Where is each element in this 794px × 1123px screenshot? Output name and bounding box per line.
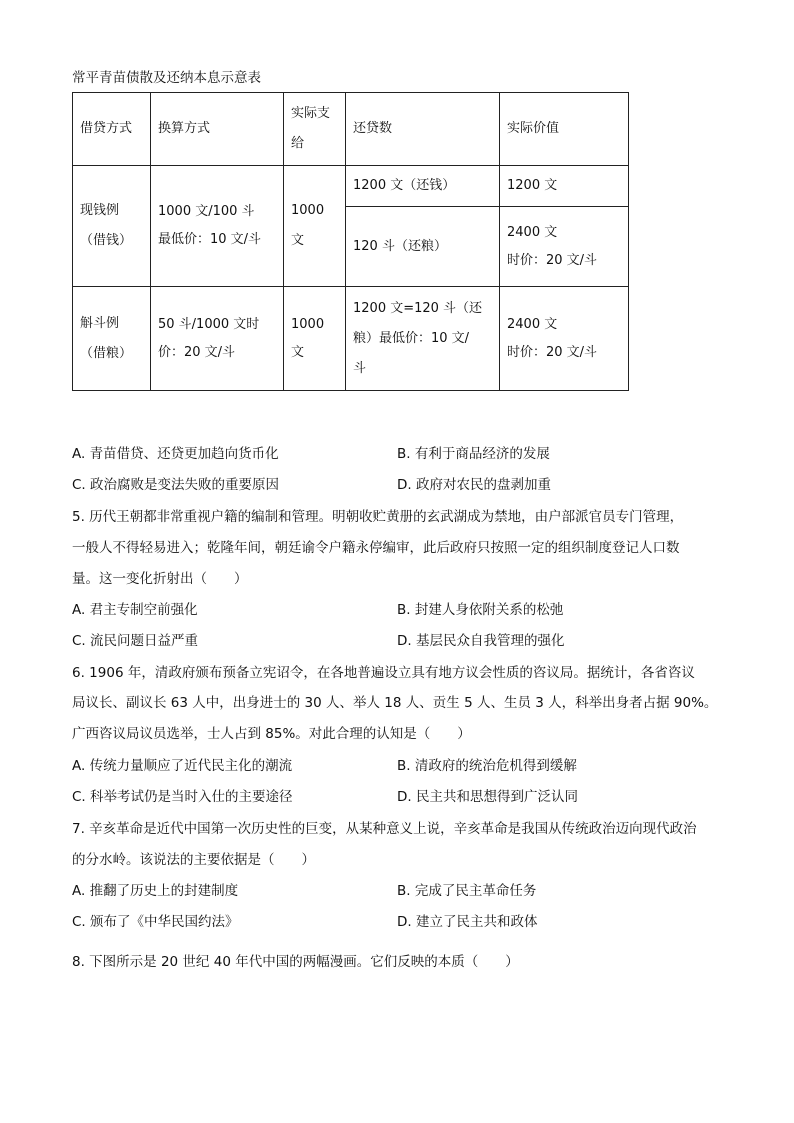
cell-text: 1000 文/100 斗: [158, 204, 255, 219]
question-6-line: 广西咨议局议员选举，士人占到 85%。对此合理的认知是（ ）: [72, 726, 471, 742]
option-c[interactable]: C. 流民问题日益严重: [72, 633, 199, 649]
cell-text: 时价：20 文/斗: [507, 344, 598, 360]
cell-text: 文: [291, 344, 305, 360]
table-row: [73, 287, 629, 391]
header-cell: 还贷数: [346, 93, 500, 166]
header-cell-text: 实际支给: [291, 106, 331, 151]
table-cell-repay: 120 斗（还粮）: [346, 207, 500, 287]
debt-table: [72, 92, 629, 391]
table-cell-conversion: [151, 166, 284, 287]
question-5-line: 一般人不得轻易进入；乾隆年间，朝廷谕令户籍永停编审，此后政府只按照一定的组织制度登记人口数: [72, 540, 680, 556]
option-b[interactable]: B. 封建人身依附关系的松弛: [397, 602, 564, 618]
table-cell-method: [73, 287, 151, 391]
table-header-row: [73, 93, 629, 166]
cell-text: 2400 文: [507, 224, 558, 240]
cell-text: （借粮）: [80, 345, 133, 361]
option-c[interactable]: C. 政治腐败是变法失败的重要原因: [72, 477, 280, 493]
table-cell-method: [73, 166, 151, 287]
cell-text: 时价：20 文/斗: [507, 252, 598, 268]
table-caption: 常平青苗债散及还纳本息示意表: [72, 70, 261, 86]
table-cell-repay: 1200 文（还钱）: [346, 166, 500, 207]
option-d[interactable]: D. 建立了民主共和政体: [397, 914, 538, 930]
table-cell-repay: [346, 287, 500, 391]
header-cell: 实际价值: [500, 93, 629, 166]
cell-text: 现钱例: [80, 203, 120, 218]
cell-text: 斗: [353, 360, 367, 376]
cell-text: 斛斗例: [80, 315, 120, 331]
cell-text: 最低价：10 文/斗: [158, 232, 262, 247]
header-cell: 借贷方式: [73, 93, 151, 166]
option-a[interactable]: A. 推翻了历史上的封建制度: [72, 883, 239, 899]
question-5-line: 5. 历代王朝都非常重视户籍的编制和管理。明朝收贮黄册的玄武湖成为禁地，由户部派官员专门管理，: [72, 509, 684, 525]
option-d[interactable]: D. 基层民众自我管理的强化: [397, 633, 565, 649]
cell-text: 1000: [291, 316, 325, 332]
table-cell-paid: 1000 文: [284, 166, 346, 287]
question-5-line: 量。这一变化折射出（ ）: [72, 571, 248, 587]
table-cell-value: [500, 287, 629, 391]
table-cell-value: 1200 文: [500, 166, 629, 207]
table-cell-conversion: [151, 287, 284, 391]
option-a[interactable]: A. 君主专制空前强化: [72, 602, 198, 618]
option-d[interactable]: D. 民主共和思想得到广泛认同: [397, 789, 578, 805]
question-7-line: 的分水岭。该说法的主要依据是（ ）: [72, 852, 315, 868]
cell-text: 粮）最低价：10 文/: [353, 330, 470, 346]
option-c[interactable]: C. 科举考试仍是当时入仕的主要途径: [72, 789, 293, 805]
cell-text: （借钱）: [80, 233, 133, 248]
table-row: [73, 166, 629, 207]
table-cell-value: [500, 207, 629, 287]
cell-text: 价：20 文/斗: [158, 344, 236, 360]
option-a[interactable]: A. 青苗借贷、还贷更加趋向货币化: [72, 446, 279, 462]
table-cell-paid: [284, 287, 346, 391]
question-6-line: 6. 1906 年，清政府颁布预备立宪诏令，在各地普遍设立具有地方议会性质的咨议局。据统计，各省咨议: [72, 665, 695, 681]
header-cell: 换算方式: [151, 93, 284, 166]
option-a[interactable]: A. 传统力量顺应了近代民主化的潮流: [72, 758, 293, 774]
option-b[interactable]: B. 清政府的统治危机得到缓解: [397, 758, 577, 774]
cell-text: 2400 文: [507, 316, 558, 332]
option-b[interactable]: B. 完成了民主革命任务: [397, 883, 537, 899]
option-b[interactable]: B. 有利于商品经济的发展: [397, 446, 550, 462]
question-6-line: 局议长、副议长 63 人中，出身进士的 30 人、举人 18 人、贡生 5 人、生员 3 人，科举出身者占据 90%。: [72, 695, 718, 711]
option-c[interactable]: C. 颁布了《中华民国约法》: [72, 914, 239, 930]
cell-text: 50 斗/1000 文时: [158, 316, 260, 332]
cell-text: 1200 文=120 斗（还: [353, 300, 483, 316]
question-7-line: 7. 辛亥革命是近代中国第一次历史性的巨变，从某种意义上说，辛亥革命是我国从传统政治迈向现代政治: [72, 821, 697, 837]
header-cell: [284, 93, 346, 166]
question-8-line: 8. 下图所示是 20 世纪 40 年代中国的两幅漫画。它们反映的本质（ ）: [72, 954, 519, 970]
option-d[interactable]: D. 政府对农民的盘剥加重: [397, 477, 551, 493]
